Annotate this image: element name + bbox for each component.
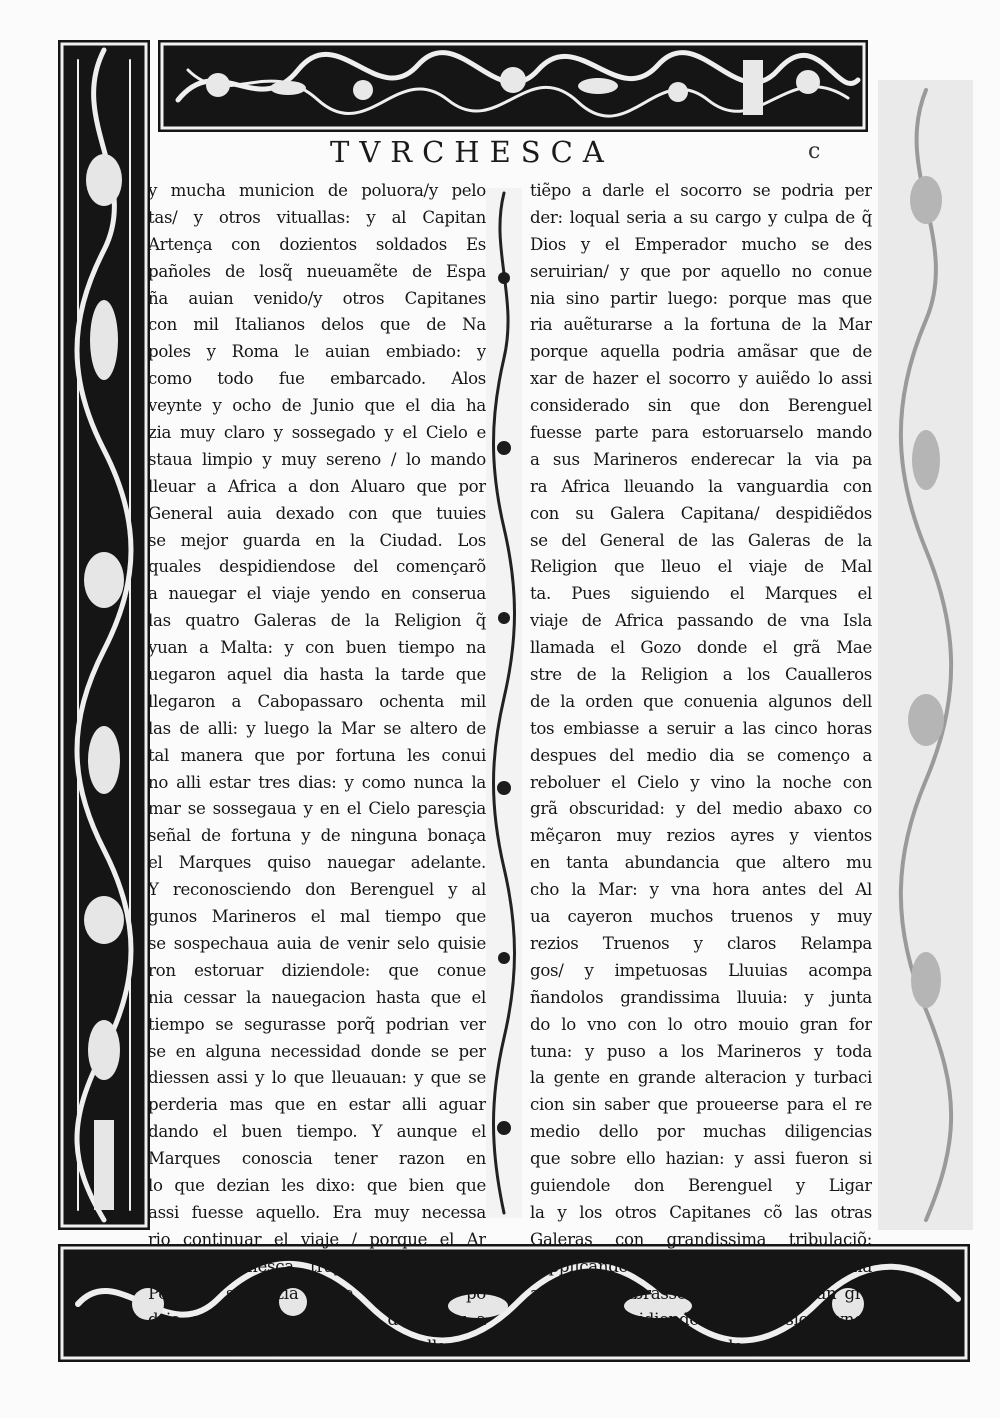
text-line: con su Galera Capitana/ despidiẽdos <box>530 503 872 523</box>
text-line: las de alli: y luego la Mar se altero de <box>148 718 486 738</box>
text-line: General auia dexado con que tuuies <box>148 503 486 523</box>
text-column-left <box>148 178 486 1361</box>
top-woodcut-border <box>158 40 868 132</box>
text-line: veynte y ocho de Junio que el dia ha <box>148 396 486 416</box>
text-line: llamada el Gozo donde el grã Mae <box>530 638 872 658</box>
text-line: ria auẽturarse a la fortuna de la Mar <box>530 315 872 335</box>
right-woodcut-border <box>878 80 973 1230</box>
text-line: Y reconosciendo don Berenguel y al <box>148 880 486 900</box>
text-line: rio continuar el viaje / porque el Ar <box>148 1229 486 1249</box>
text-line: uegaron aquel dia hasta la tarde que <box>148 665 486 685</box>
text-line: grã obscuridad: y del medio abaxo co <box>530 799 872 819</box>
text-line: con mil Italianos delos que de Na <box>148 315 486 335</box>
text-line: fuesse parte para estoruarselo mando <box>530 423 872 443</box>
text-line: se en alguna necessidad donde se per <box>148 1041 486 1061</box>
text-line: stre de la Religion a los Caualleros <box>530 665 872 685</box>
text-column-right <box>530 178 872 1361</box>
text-line: Popa: y se dezia venia a passa y po <box>148 1283 486 1303</box>
text-line: se mejor guarda en la Ciudad. Los <box>148 530 486 550</box>
running-title: TVRCHESCA <box>330 135 614 169</box>
text-line: se sospechaua auia de venir selo quisie <box>148 933 486 953</box>
text-line: de la orden que conuenia algunos dell <box>530 691 872 711</box>
text-line: tas/ y otros vituallas: y al Capitan <box>148 207 486 227</box>
text-line: la y los otros Capitanes cõ las otras <box>530 1202 872 1222</box>
text-line: tuna: y puso a los Marineros y toda <box>530 1041 872 1061</box>
text-line: Dios y el Emperador mucho se des <box>530 234 872 254</box>
text-line: diessen assi y lo que lleuauan: y que se <box>148 1068 486 1088</box>
text-line: dando el buen tiempo. Y aunque el <box>148 1122 486 1142</box>
text-line: gos/ y impetuosas Lluuias acompa <box>530 960 872 980</box>
text-line: Marques conoscia tener razon en <box>148 1149 486 1169</box>
text-line: zia muy claro y sossegado y el Cielo e <box>148 423 486 443</box>
text-line: las quatro Galeras de la Religion q̃ <box>148 611 486 631</box>
text-line: ron estoruar diziendole: que conue <box>148 960 486 980</box>
text-line: do lo vno con lo otro mouio gran for <box>530 1014 872 1034</box>
text-line: a otros/ y oyendose de penitencia co <box>530 1337 872 1357</box>
text-line: pañoles de losq̃ nueuamẽte de Espa <box>148 261 486 281</box>
text-line: xar de hazer el socorro y auiẽdo lo assi <box>530 369 872 389</box>
text-line: a Dios los librasse y sacasse de tan grã <box>530 1283 872 1303</box>
text-line: reboluer el Cielo y vino la noche con <box>530 772 872 792</box>
text-line: mar se sossegaua y en el Cielo paresçia <box>148 799 486 819</box>
text-line: der: loqual seria a su cargo y culpa de q̃ <box>530 207 872 227</box>
text-line: peligro y pidiendose confession vnos <box>530 1310 872 1330</box>
text-line: en tanta abundancia que altero mu <box>530 853 872 873</box>
text-line: quales despidiendose del començarõ <box>148 557 486 577</box>
text-line: ta. Pues siguiendo el Marques el <box>530 584 872 604</box>
text-line: medio dello por muchas diligencias <box>530 1122 872 1142</box>
text-line: staua limpio y muy sereno / lo mando <box>148 449 486 469</box>
text-line: y mucha municion de poluora/y pelo <box>148 181 486 200</box>
text-line: la gente en grande alteracion y turbaci <box>530 1068 872 1088</box>
text-line: cion sin saber que proueerse para el re <box>530 1095 872 1115</box>
text-line: tal manera que por fortuna les conui <box>148 745 486 765</box>
text-line: señal de fortuna y de ninguna bonaça <box>148 826 486 846</box>
text-line: llegaron a Cabopassaro ochenta mil <box>148 691 486 711</box>
text-line: ñandolos grandissima lluuia: y junta <box>530 987 872 1007</box>
text-line: considerado sin que don Berenguel <box>530 396 872 416</box>
text-line: perderia mas que en estar alli aguar <box>148 1095 486 1115</box>
text-line: yuan a Malta: y con buen tiempo na <box>148 638 486 658</box>
text-line: mẽçaron muy rezios ayres y vientos <box>530 826 872 846</box>
text-line: poles y Roma le auian embiado: y <box>148 342 486 362</box>
text-line: a sus Marineros enderecar la via pa <box>530 449 872 469</box>
text-line: como todo fue embarcado. Alos <box>148 369 486 389</box>
text-line: ua cayeron muchos truenos y muy <box>530 907 872 927</box>
left-woodcut-border <box>58 40 150 1230</box>
text-line: rezios Truenos y claros Relampa <box>530 933 872 953</box>
column-divider-ornament <box>486 188 522 1218</box>
text-line: a nauegar el viaje yendo en conserua <box>148 584 486 604</box>
text-line: tiempo se segurasse porq̃ podrian ver <box>148 1014 486 1034</box>
text-line: ña auian venido/y otros Capitanes <box>148 288 486 308</box>
text-line: dria ser que con designio de ganar a <box>148 1310 486 1330</box>
text-line: ra Africa lleuando la vanguardia con <box>530 476 872 496</box>
text-line: tiẽpo a darle el socorro se podria per <box>530 181 872 200</box>
text-line: despues del medio dia se començo a <box>530 745 872 765</box>
text-line: el Marques quiso nauegar adelante. <box>148 853 486 873</box>
text-line: Religion que lleuo el viaje de Mal <box>530 557 872 577</box>
text-line: assi fuesse aquello. Era muy necessa <box>148 1202 486 1222</box>
text-line: cho la Mar: y vna hora antes del Al <box>530 880 872 900</box>
text-line: Africa/ y que por no llegar a ella con <box>148 1337 486 1357</box>
text-line: tos embiasse a seruir a las cinco horas <box>530 718 872 738</box>
text-line: guiendole don Berenguel y Ligar <box>530 1175 872 1195</box>
text-line: se del General de las Galeras de la <box>530 530 872 550</box>
text-line: lleuar a Africa a don Aluaro que por <box>148 476 486 496</box>
text-line: seruirian/ y que por aquello no conue <box>530 261 872 281</box>
text-line: Galeras con grandissima tribulaciõ: <box>530 1229 872 1249</box>
text-line: Artença con dozientos soldados Es <box>148 234 486 254</box>
text-line: viaje de Africa passando de vna Isla <box>530 611 872 631</box>
text-line: lo que dezian les dixo: que bien que <box>148 1175 486 1195</box>
text-line: porque aquella podria amãsar que de <box>530 342 872 362</box>
folio-signature: c <box>808 139 821 164</box>
text-line: no alli estar tres dias: y como nunca la <box>148 772 486 792</box>
text-line: nia cessar la nauegacion hasta que el <box>148 987 486 1007</box>
text-line: gunos Marineros el mal tiempo que <box>148 907 486 927</box>
text-line: supplicando toda la gente Christiana <box>530 1256 872 1276</box>
text-line: que sobre ello hazian: y assi fueron si <box>530 1149 872 1169</box>
text-line: mada Turchesca traya el viento en <box>148 1256 486 1276</box>
text-line: nia sino partir luego: porque mas que <box>530 288 872 308</box>
